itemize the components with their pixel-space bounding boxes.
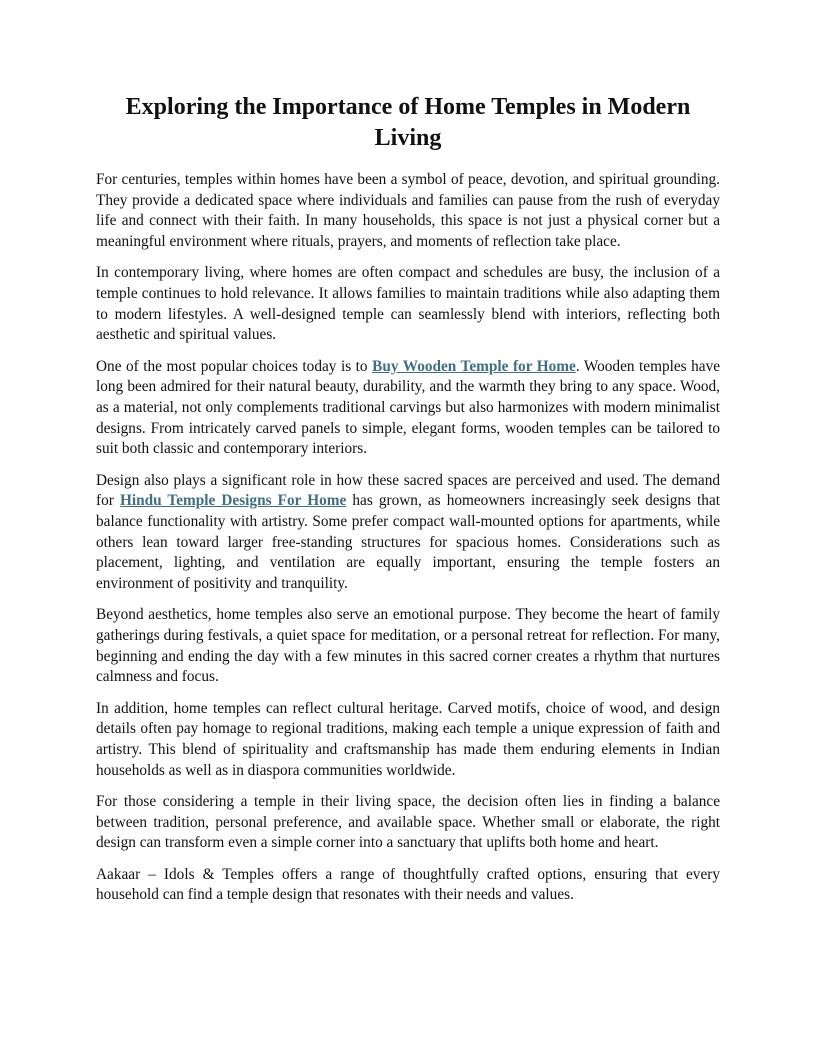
paragraph-wooden-temples	[96, 357, 720, 461]
paragraph-heritage: In addition, home temples can reflect cultural heritage. Carved motifs, choice of wood, and design details often pay homage to regional traditions, making each temple a unique expression of faith and artistry. This blend of spirituality and craftsmanship has made them enduring elements in Indian households as well as in diaspora communities worldwide.	[96, 699, 720, 779]
paragraph-intro: For centuries, temples within homes have been a symbol of peace, devotion, and spiritual grounding. They provide a dedicated space where individuals and families can pause from the rush of everyday life and connect with their faith. In many households, this space is not just a physical corner but a meaningful environment where rituals, prayers, and moments of reflection take place.	[96, 171, 720, 251]
hindu-temple-designs-link[interactable]: Hindu Temple Designs For Home	[119, 492, 347, 510]
paragraph-text-after-link: . Wooden temples have long been admired for their natural beauty, durability, and the warmth they bring to any space. Wood, as a material, not only complements traditional carvings but also harmonizes with modern minimalist designs. From intricately carved panels to simple, elegant forms, wooden temples can be tailored to suit both classic and contemporary interiors.	[96, 357, 721, 458]
document-title: Exploring the Importance of Home Temples in Modern Living	[125, 94, 691, 151]
paragraph-contemporary: In contemporary living, where homes are often compact and schedules are busy, the inclusion of a temple continues to hold relevance. It allows families to maintain traditions while also adapting them to modern lifestyles. A well-designed temple can seamlessly blend with interiors, reflecting both aesthetic and spiritual values.	[96, 264, 720, 344]
paragraph-design	[96, 471, 720, 595]
buy-wooden-temple-link[interactable]: Buy Wooden Temple for Home	[372, 357, 576, 375]
paragraph-considering: For those considering a temple in their living space, the decision often lies in finding a balance between tradition, personal preference, and available space. Whether small or elaborate, the right design can transform even a simple corner into a sanctuary that uplifts both home and heart.	[96, 792, 720, 852]
paragraph-text-after-link: has grown, as homeowners increasingly seek designs that balance functionality with artistry. Some prefer compact wall-mounted options for apartments, while others lean toward larger free-standing structures for spacious homes. Considerations such as placement, lighting, and ventilation are equally important, ensuring the temple fosters an environment of positivity and tranquility.	[96, 492, 720, 593]
paragraph-text-before-link: Design also plays a significant role in how these sacred spaces are perceived and used. The demand for	[96, 471, 720, 510]
paragraph-emotional: Beyond aesthetics, home temples also serve an emotional purpose. They become the heart of family gatherings during festivals, a quiet space for meditation, or a personal retreat for reflection. For many, beginning and ending the day with a few minutes in this sacred corner creates a rhythm that nurtures calmness and focus.	[96, 606, 720, 686]
paragraph-text-before-link: One of the most popular choices today is to	[96, 357, 373, 375]
document-page	[96, 92, 720, 917]
paragraph-aakaar: Aakaar – Idols & Temples offers a range of thoughtfully crafted options, ensuring that every household can find a temple design that resonates with their needs and values.	[96, 865, 720, 904]
